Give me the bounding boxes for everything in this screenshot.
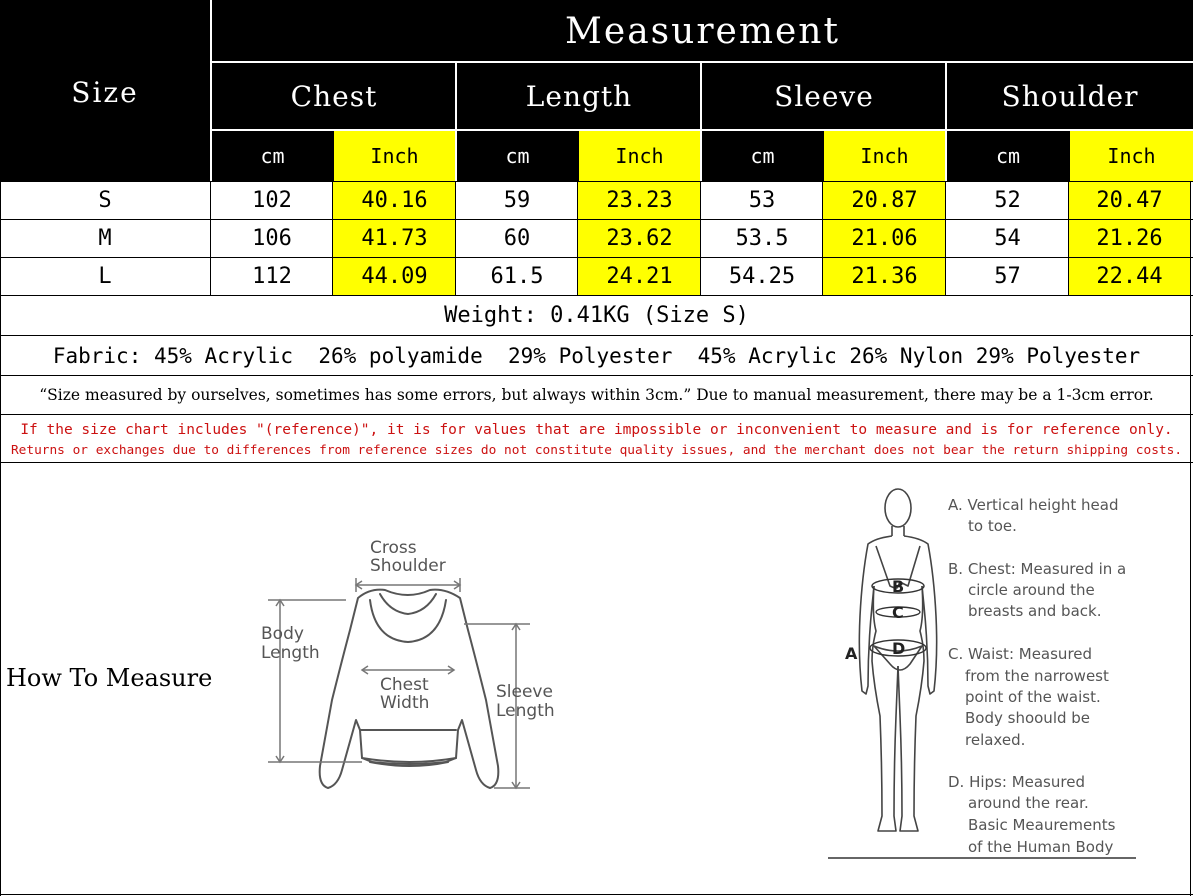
unit-inch (333, 131, 455, 181)
group-header-chest (212, 63, 456, 129)
value-cell (211, 182, 333, 219)
body-note: Body shoould be (965, 709, 1091, 727)
body-note: around the rear. (968, 794, 1089, 812)
fabric-text: Fabric: 45% Acrylic 26% polyamide 29% Polyester 45% Acrylic 26% Nylon 29% Polyester (52, 343, 1141, 368)
note-text: “Size measured by ourselves, sometimes has some errors, but always within 3cm.” Due to manual measurement, there may be a 1-3cm error. (39, 386, 1154, 404)
cell-value: 53.5 (735, 226, 789, 251)
cell-value: 21.36 (851, 264, 918, 289)
body-letter: C (892, 603, 904, 622)
cell-value: 102 (252, 188, 292, 213)
size-value: L (98, 264, 112, 289)
garment-label: Body (261, 624, 304, 644)
warning-text-1: If the size chart includes "(reference)", it is for values that are impossible or inconvenient to measure and is for reference only. (20, 422, 1173, 438)
cell-value: 61.5 (490, 264, 544, 289)
body-note: relaxed. (965, 731, 1026, 749)
cell-value: 21.06 (851, 226, 918, 251)
value-cell (456, 258, 578, 295)
garment-label: Length (261, 643, 320, 663)
unit-label: cm (505, 144, 530, 168)
how-to-measure-text: How To Measure (6, 664, 213, 692)
cell-value: 54 (994, 226, 1021, 251)
group-header-shoulder (947, 63, 1193, 129)
cell-value: 106 (252, 226, 292, 251)
value-cell (1069, 182, 1190, 219)
cell-value: 24.21 (606, 264, 673, 289)
body-letter: D (892, 639, 906, 658)
value-cell (946, 258, 1069, 295)
unit-inch (1069, 131, 1193, 181)
value-cell (946, 182, 1069, 219)
value-cell (578, 182, 701, 219)
size-cell (0, 258, 210, 295)
group-label: Length (525, 79, 633, 113)
body-note: breasts and back. (968, 602, 1102, 620)
group-header-sleeve (702, 63, 946, 129)
unit-label: cm (750, 144, 775, 168)
group-label: Shoulder (1001, 79, 1139, 113)
value-cell (333, 182, 456, 219)
body-note: of the Human Body (968, 838, 1114, 856)
note-row (0, 376, 1193, 414)
group-header-length (457, 63, 701, 129)
cell-value: 59 (503, 188, 531, 213)
size-value: S (98, 188, 112, 213)
value-cell (578, 220, 701, 257)
cell-value: 44.09 (361, 264, 428, 289)
measurement-title-text: Measurement (565, 10, 840, 52)
how-to-measure-label (6, 664, 212, 692)
value-cell (823, 182, 946, 219)
body-note: Basic Meaurements (968, 816, 1116, 834)
cell-value: 52 (994, 188, 1021, 213)
fabric-row (0, 336, 1193, 375)
value-cell (701, 258, 823, 295)
cell-value: 57 (994, 264, 1021, 289)
unit-cm (702, 131, 823, 181)
unit-label: cm (995, 144, 1021, 168)
body-note: to toe. (968, 517, 1017, 535)
cell-value: 23.62 (606, 226, 673, 251)
cell-value: 60 (503, 226, 531, 251)
size-cell (0, 182, 210, 219)
garment-label: Chest (380, 675, 429, 695)
cell-value: 40.16 (361, 188, 428, 213)
value-cell (1069, 258, 1190, 295)
warning-line-2 (0, 440, 1193, 460)
cell-value: 22.44 (1096, 264, 1163, 289)
value-cell (211, 220, 333, 257)
value-cell (701, 182, 823, 219)
body-note: C. Waist: Measured (948, 645, 1093, 663)
garment-label: Length (496, 701, 555, 721)
cell-value: 53 (748, 188, 776, 213)
unit-label: Inch (615, 144, 664, 168)
weight-row (0, 296, 1193, 335)
size-value: M (98, 226, 112, 251)
cell-value: 20.87 (851, 188, 918, 213)
body-note: A. Vertical height head (948, 496, 1119, 514)
size-header-label: Size (71, 76, 139, 109)
size-header (0, 0, 210, 181)
measurement-title (212, 0, 1193, 62)
cell-value: 41.73 (361, 226, 428, 251)
value-cell (578, 258, 701, 295)
garment-label: Width (380, 693, 430, 713)
garment-measure-diagram (250, 530, 570, 800)
garment-label: Cross (370, 538, 417, 558)
value-cell (211, 258, 333, 295)
unit-label: Inch (860, 144, 909, 168)
garment-label: Sleeve (496, 682, 553, 702)
body-measure-diagram (828, 486, 1148, 861)
value-cell (456, 220, 578, 257)
value-cell (823, 258, 946, 295)
unit-label: Inch (1107, 144, 1156, 168)
value-cell (456, 182, 578, 219)
cell-value: 20.47 (1096, 188, 1163, 213)
value-cell (1069, 220, 1190, 257)
unit-label: cm (260, 144, 285, 168)
weight-text: Weight: 0.41KG (Size S) (444, 303, 749, 328)
value-cell (333, 220, 456, 257)
body-note: from the narrowest (965, 667, 1109, 685)
garment-label: Shoulder (370, 556, 446, 576)
cell-value: 23.23 (606, 188, 673, 213)
unit-cm (212, 131, 333, 181)
size-cell (0, 220, 210, 257)
warning-text-2: Returns or exchanges due to differences from reference sizes do not constitute quality issues, and the merchant does not bear the return shipping costs. (10, 442, 1183, 458)
unit-label: Inch (370, 144, 419, 168)
warning-line-1 (0, 420, 1193, 440)
value-cell (946, 220, 1069, 257)
unit-cm (457, 131, 578, 181)
group-label: Chest (290, 79, 378, 113)
body-letter: B (892, 577, 905, 596)
cell-value: 21.26 (1096, 226, 1163, 251)
body-note: D. Hips: Measured (948, 773, 1085, 791)
value-cell (333, 258, 456, 295)
body-letter: A (845, 644, 858, 663)
body-note: B. Chest: Measured in a (948, 560, 1127, 578)
value-cell (701, 220, 823, 257)
unit-cm (947, 131, 1069, 181)
cell-value: 112 (252, 264, 292, 289)
value-cell (823, 220, 946, 257)
group-label: Sleeve (774, 79, 874, 113)
unit-inch (578, 131, 700, 181)
unit-inch (823, 131, 945, 181)
body-note: point of the waist. (965, 688, 1101, 706)
body-note: circle around the (968, 581, 1095, 599)
cell-value: 54.25 (728, 264, 796, 289)
